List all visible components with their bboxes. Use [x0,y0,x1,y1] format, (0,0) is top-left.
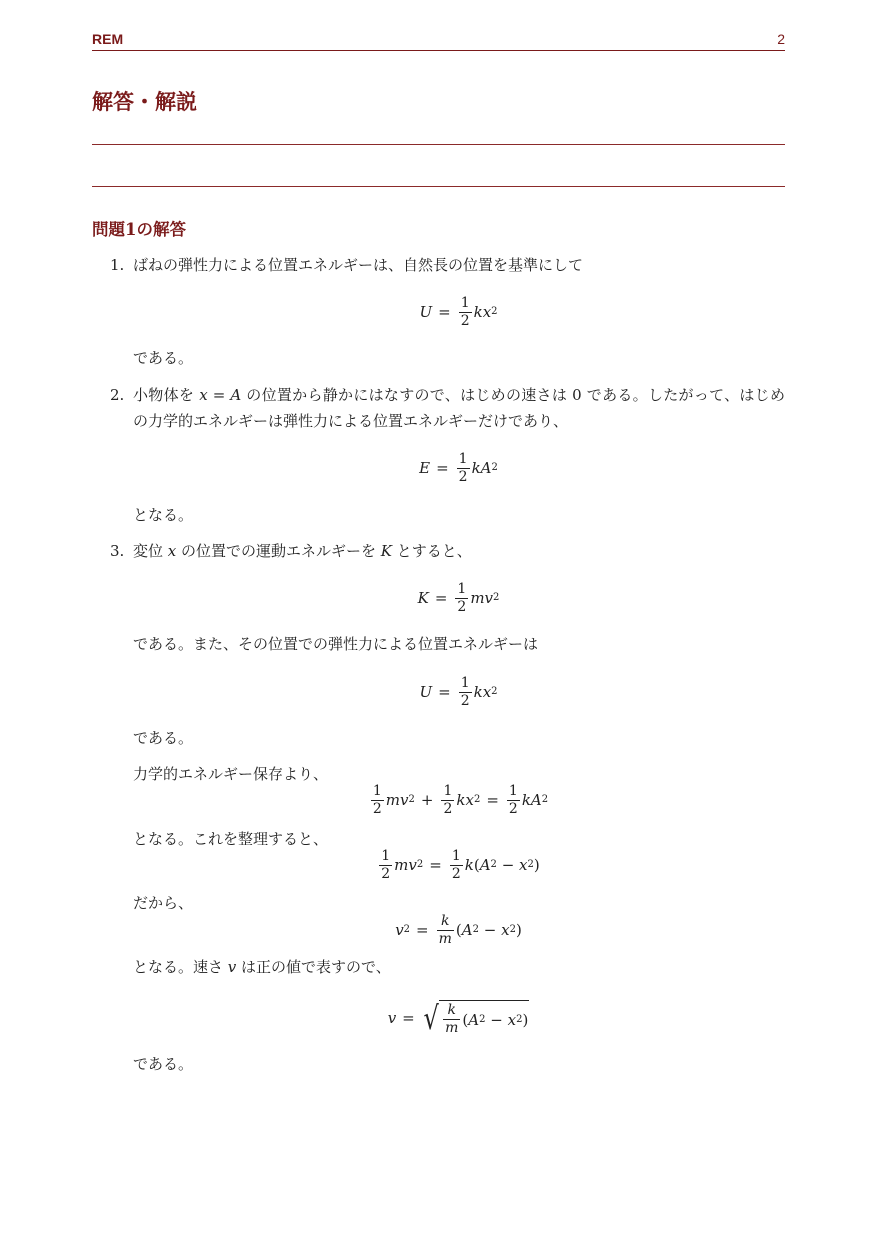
list-item-text: だから、 [133,894,194,912]
page-number: 2 [777,31,785,47]
list-item-text: 小物体を x = A の位置から静かにはなすので、はじめの速さは 0 である。したがって、はじめの力学的エネルギーは弾性力による位置エネルギーだけであり、 [133,386,785,430]
list-item-text: となる。 [133,506,194,524]
page-header [92,30,785,51]
equation-rearranged: 1 2 mv 2 = $\frac{1}{2}$ k ( A 2 − x 2 ) [381,847,540,882]
list-item-text: である。 [133,349,194,367]
equation-kinetic-energy: K = $\frac{1}{2}$ mv 2 [417,580,500,615]
divider [92,186,785,187]
list-item-text: 力学的エネルギー保存より、 [133,765,329,783]
equation-v-squared: v 2 = $\frac{k}{m}$ ( A 2 − x 2 ) [395,912,522,947]
page-title: 解答・解説 [92,89,197,114]
equation-potential-energy: U = $\frac{1}{2}$ kx 2 [419,294,498,329]
list-item-text: である。 [133,729,194,747]
list-item-number: 2. [110,386,125,404]
equation-potential-energy-2: U = $\frac{1}{2}$ kx 2 [419,674,498,709]
equation-speed: v = √ k m ( A 2 − x 2 ) [387,999,529,1037]
equation-energy-conservation: 1 2 mv 2 + $\frac{1}{2}$ kx 2 = $\frac{1}{2}$ kA 2 [372,782,549,817]
list-item-text: となる。速さ v は正の値で表すので、 [133,958,391,976]
list-item-text: ばねの弾性力による位置エネルギーは、自然長の位置を基準にして [133,256,584,274]
list-item-text: である。 [133,1055,194,1073]
header-title: REM [92,31,124,47]
list-item-text: となる。これを整理すると、 [133,830,329,848]
divider [92,144,785,145]
list-item-number: 1. [110,256,125,274]
section-title: 問題1の解答 [92,220,186,239]
list-item-number: 3. [110,542,125,560]
list-item-text: 変位 x の位置での運動エネルギーを K とすると、 [133,542,472,560]
equation-initial-energy: E = $\frac{1}{2}$ kA 2 [419,450,498,485]
list-item-text: である。また、その位置での弾性力による位置エネルギーは [133,635,539,653]
inline-math: x = A [199,386,242,404]
